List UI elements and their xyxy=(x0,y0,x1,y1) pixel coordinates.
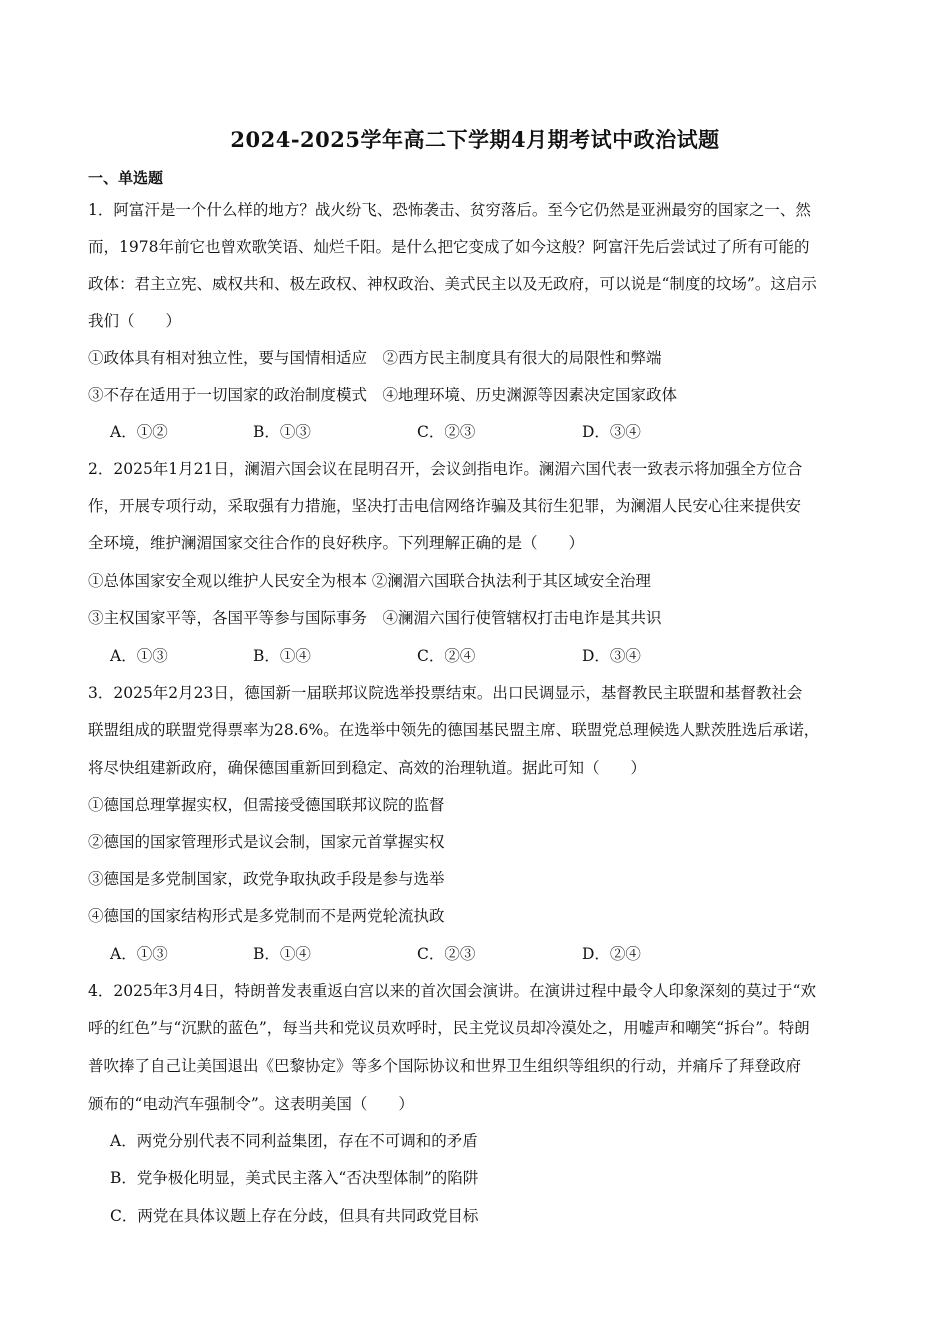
question-1-line-1: 1．阿富汗是一个什么样的地方？战火纷飞、恐怖袭击、贫穷落后。至今它仍然是亚洲最穷的国家之一、然 xyxy=(88,201,811,219)
question-3-line-2: 联盟组成的联盟党得票率为28.6%。在选举中领先的德国基民盟主席、联盟党总理候选人默茨胜选后承诺， xyxy=(88,721,820,739)
question-3-option-c[interactable]: C．②③ xyxy=(417,945,476,963)
question-3-statement-1: ①德国总理掌握实权，但需接受德国联邦议院的监督 xyxy=(88,796,445,814)
question-4-line-1: 4．2025年3月4日，特朗普发表重返白宫以来的首次国会演讲。在演讲过程中最令人印象深刻的莫过于“欢 xyxy=(88,982,816,1000)
question-4-line-4: 颁布的“电动汽车强制令”。这表明美国（ ） xyxy=(88,1095,414,1113)
question-3-option-b[interactable]: B．①④ xyxy=(253,945,311,963)
question-2-line-3: 全环境，维护澜湄国家交往合作的良好秩序。下列理解正确的是（ ） xyxy=(88,534,585,552)
question-4-option-b[interactable]: B．党争极化明显，美式民主落入“否决型体制”的陷阱 xyxy=(110,1169,479,1187)
question-2-option-b[interactable]: B．①④ xyxy=(253,647,311,665)
question-1-statement-1: ①政体具有相对独立性，要与国情相适应 ②西方民主制度具有很大的局限性和弊端 xyxy=(88,349,662,367)
question-2-option-c[interactable]: C．②④ xyxy=(417,647,476,665)
question-4-option-c[interactable]: C．两党在具体议题上存在分歧，但具有共同政党目标 xyxy=(110,1207,479,1225)
question-1-option-a[interactable]: A．①② xyxy=(110,423,168,441)
question-2-statement-1: ①总体国家安全观以维护人民安全为根本 ②澜湄六国联合执法利于其区域安全治理 xyxy=(88,572,651,590)
question-1-option-d[interactable]: D．③④ xyxy=(582,423,641,441)
page-title: 2024-2025学年高二下学期4月期考试中政治试题 xyxy=(230,127,720,152)
question-2-line-1: 2．2025年1月21日，澜湄六国会议在昆明召开，会议剑指电诈。澜湄六国代表一致表示将加强全方位合 xyxy=(88,460,803,478)
question-3-statement-4: ④德国的国家结构形式是多党制而不是两党轮流执政 xyxy=(88,907,445,925)
question-3-statement-3: ③德国是多党制国家，政党争取执政手段是参与选举 xyxy=(88,870,445,888)
question-2-option-a[interactable]: A．①③ xyxy=(110,647,168,665)
question-1-option-b[interactable]: B．①③ xyxy=(253,423,311,441)
question-4-line-2: 呼的红色”与“沉默的蓝色”，每当共和党议员欢呼时，民主党议员却冷漠处之，用嘘声和嘲笑“拆台”。特朗 xyxy=(88,1019,810,1037)
question-3-line-3: 将尽快组建新政府，确保德国重新回到稳定、高效的治理轨道。据此可知（ ） xyxy=(88,759,647,777)
question-2-statement-2: ③主权国家平等，各国平等参与国际事务 ④澜湄六国行使管辖权打击电诈是其共识 xyxy=(88,609,662,627)
question-1-option-c[interactable]: C．②③ xyxy=(417,423,476,441)
question-1-line-3: 政体：君主立宪、威权共和、极左政权、神权政治、美式民主以及无政府，可以说是“制度的坟场”。这启示 xyxy=(88,275,817,293)
question-3-option-a[interactable]: A．①③ xyxy=(110,945,168,963)
question-4-line-3: 普吹捧了自己让美国退出《巴黎协定》等多个国际协议和世界卫生组织等组织的行动，并痛斥了拜登政府 xyxy=(88,1057,802,1075)
section-heading: 一、单选题 xyxy=(88,169,164,187)
question-3-statement-2: ②德国的国家管理形式是议会制，国家元首掌握实权 xyxy=(88,833,445,851)
question-2-option-d[interactable]: D．③④ xyxy=(582,647,641,665)
question-1-line-2: 而，1978年前它也曾欢歌笑语、灿烂千阳。是什么把它变成了如今这般？阿富汗先后尝试过了所有可能的 xyxy=(88,238,810,256)
question-1-line-4: 我们（ ） xyxy=(88,312,182,330)
question-2-line-2: 作，开展专项行动，采取强有力措施，坚决打击电信网络诈骗及其衍生犯罪，为澜湄人民安心往来提供安 xyxy=(88,497,802,515)
question-4-option-a[interactable]: A．两党分别代表不同利益集团，存在不可调和的矛盾 xyxy=(110,1132,478,1150)
question-3-line-1: 3．2025年2月23日，德国新一届联邦议院选举投票结束。出口民调显示，基督教民主联盟和基督教社会 xyxy=(88,684,803,702)
question-3-option-d[interactable]: D．②④ xyxy=(582,945,641,963)
question-1-statement-2: ③不存在适用于一切国家的政治制度模式 ④地理环境、历史渊源等因素决定国家政体 xyxy=(88,386,678,404)
